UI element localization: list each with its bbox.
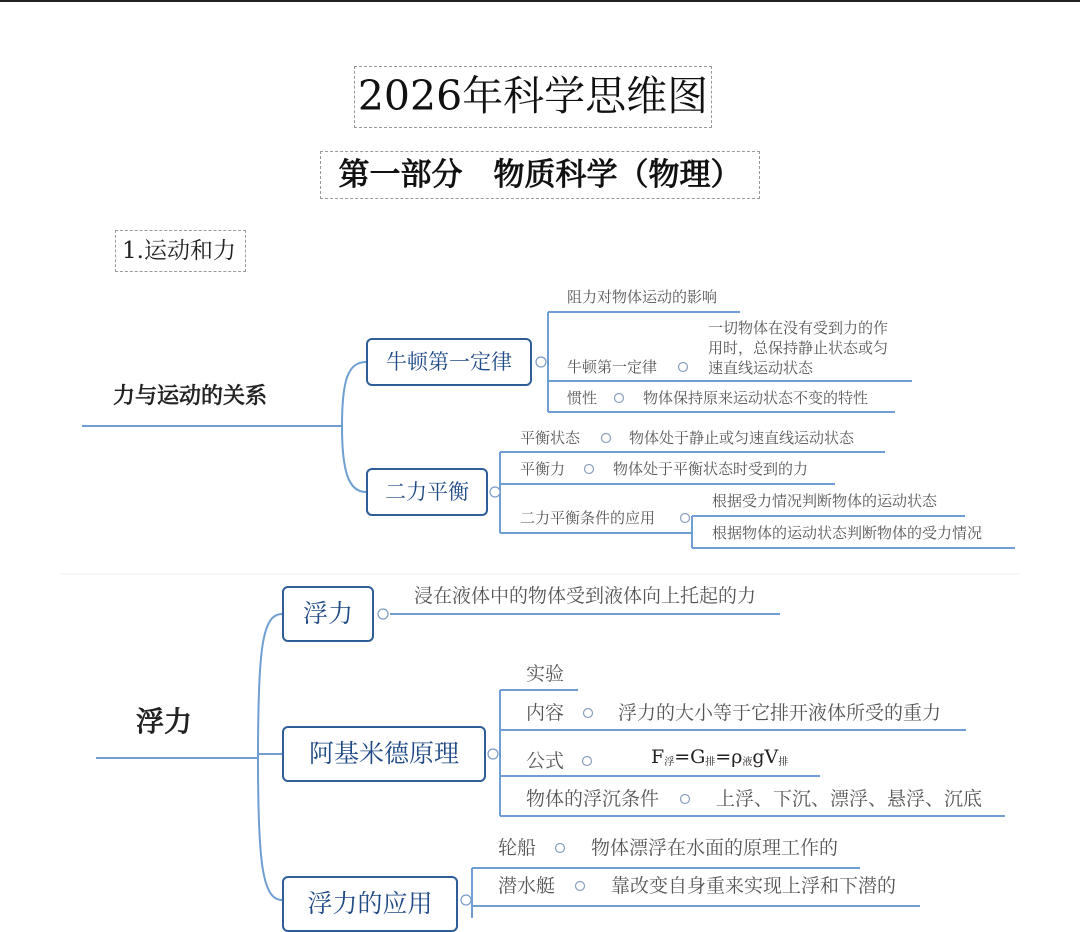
page-title: 2026年科学思维图 [354, 66, 712, 128]
leaf-inertia-label: 惯性 [567, 389, 598, 407]
map2-connector-branch1 [258, 614, 282, 758]
leaf-sub-label: 潜水艇 [498, 875, 556, 897]
collapse-dot-icon [681, 795, 690, 804]
map2-branch-archimedes[interactable]: 阿基米德原理 [282, 726, 486, 782]
archimedes-formula: $F_浮=G_排=\rho_液gV_排$ [651, 746, 789, 768]
map1-branch-balance[interactable]: 二力平衡 [366, 468, 488, 516]
collapse-dot-icon [681, 514, 690, 523]
leaf-law-desc-3: 速直线运动状态 [708, 359, 814, 377]
leaf-law-desc-2: 用时，总保持静止状态或匀 [708, 339, 889, 357]
map1-root: 力与运动的关系 [113, 384, 268, 409]
leaf-formula-label: 公式 [526, 750, 565, 772]
collapse-dot-icon [556, 844, 565, 853]
section-title: 1.运动和力 [115, 230, 246, 272]
leaf-ship-label: 轮船 [498, 837, 537, 859]
collapse-dot-icon [583, 757, 592, 766]
leaf-sub-desc: 靠改变自身重来实现上浮和下潜的 [611, 875, 897, 897]
collapse-dot-icon [576, 882, 585, 891]
map2-branch-applications[interactable]: 浮力的应用 [282, 876, 458, 932]
leaf-experiment: 实验 [526, 663, 565, 685]
leaf-content-desc: 浮力的大小等于它排开液体所受的重力 [618, 702, 942, 724]
part-title: 第一部分 物质科学（物理） [320, 151, 760, 199]
leaf-app-label: 二力平衡条件的应用 [520, 509, 656, 527]
collapse-dot-icon [585, 465, 594, 474]
leaf-inertia-desc: 物体保持原来运动状态不变的特性 [643, 389, 869, 407]
leaf-app-desc-2: 根据物体的运动状态判断物体的受力情况 [712, 524, 983, 542]
leaf-buoyancy-desc: 浸在液体中的物体受到液体向上托起的力 [414, 585, 757, 607]
map2-connector-branch3 [258, 758, 282, 900]
collapse-dot-icon [536, 357, 546, 367]
collapse-dot-icon [602, 434, 611, 443]
map1-branch-newton[interactable]: 牛顿第一定律 [366, 338, 532, 386]
collapse-dot-icon [615, 394, 624, 403]
leaf-state-desc: 物体处于静止或匀速直线运动状态 [629, 429, 855, 447]
map1-connector-branch1 [342, 362, 366, 426]
leaf-content-label: 内容 [526, 702, 565, 724]
collapse-dot-icon [490, 487, 500, 497]
leaf-force-desc: 物体处于平衡状态时受到的力 [613, 460, 809, 478]
leaf-state-label: 平衡状态 [520, 429, 581, 447]
leaf-resistance: 阻力对物体运动的影响 [567, 288, 718, 306]
leaf-ship-desc: 物体漂浮在水面的原理工作的 [591, 837, 839, 859]
collapse-dot-icon [679, 363, 688, 372]
collapse-dot-icon [461, 895, 471, 905]
leaf-law-label: 牛顿第一定律 [567, 358, 658, 376]
map2-branch-buoyancy[interactable]: 浮力 [282, 586, 374, 642]
collapse-dot-icon [584, 709, 593, 718]
collapse-dot-icon [378, 609, 388, 619]
leaf-law-desc-1: 一切物体在没有受到力的作 [708, 319, 889, 337]
leaf-force-label: 平衡力 [520, 460, 566, 478]
map2-root: 浮力 [136, 705, 193, 738]
collapse-dot-icon [488, 749, 498, 759]
map1-connector-branch2 [342, 426, 366, 492]
leaf-condition-desc: 上浮、下沉、漂浮、悬浮、沉底 [716, 788, 983, 810]
leaf-app-desc-1: 根据受力情况判断物体的运动状态 [712, 492, 938, 510]
leaf-condition-label: 物体的浮沉条件 [526, 788, 660, 810]
